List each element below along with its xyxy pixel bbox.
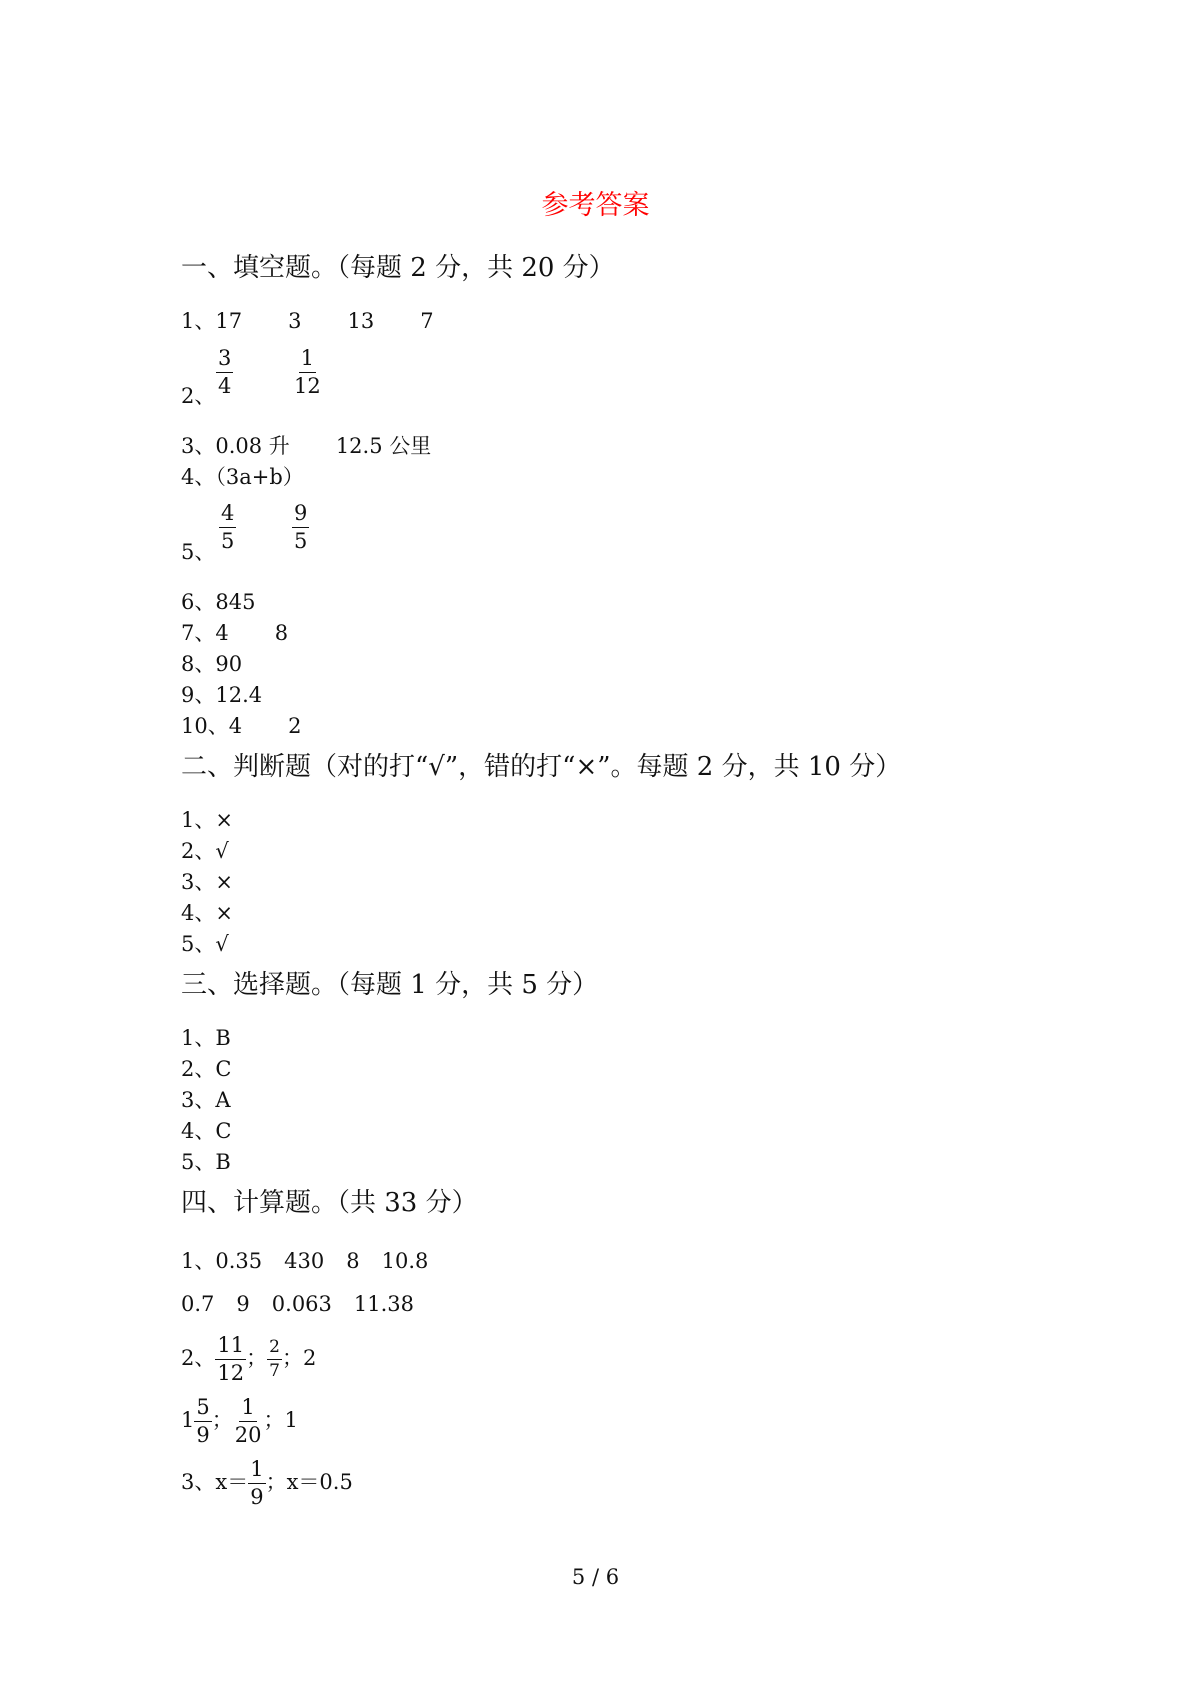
answer-line-choice: 3、A (181, 1088, 231, 1112)
answer-line-fill-5-label: 5、 (181, 540, 216, 564)
fraction: $\frac{3}{4}$ (218, 346, 232, 398)
answer-line-fill-6: 6、845 (181, 590, 256, 614)
section-heading-fill-blank: 一、填空题。（每题 2 分，共 20 分） (181, 253, 615, 283)
answer-line-fill-2-label: 2、 (181, 384, 216, 408)
answer-line-fill-1: 1、17 3 13 7 (181, 309, 434, 333)
answer-line-calc-2: 2、 $\frac{11}{12}$ ； $\frac{2}{7}$ ；2 (181, 1333, 317, 1385)
answer-line-choice: 2、C (181, 1057, 232, 1081)
answer-line-judge: 4、× (181, 901, 233, 925)
answer-line-choice: 1、B (181, 1026, 231, 1050)
fraction: $\frac{9}{5}$ (294, 501, 308, 553)
answer-line-choice: 5、B (181, 1150, 231, 1174)
answer-line-choice: 4、C (181, 1119, 232, 1143)
answer-line-fill-10: 10、4 2 (181, 714, 302, 738)
answer-line-calc-1: 1、0.35 430 8 10.8 (181, 1249, 429, 1273)
answer-line-judge: 5、√ (181, 932, 229, 956)
answer-line-calc-1b: 0.7 9 0.063 11.38 (181, 1292, 415, 1316)
answer-line-fill-7: 7、4 8 (181, 621, 289, 645)
section-heading-calculation: 四、计算题。（共 33 分） (181, 1188, 478, 1218)
answer-line-fill-8: 8、90 (181, 652, 243, 676)
fraction: $\frac{1}{12}$ (294, 346, 321, 398)
answer-line-calc-3: 3、x＝ $\frac{1}{9}$ ；x＝0.5 (181, 1457, 353, 1509)
answer-line-fill-3: 3、0.08 升 12.5 公里 (181, 434, 432, 458)
answer-line-calc-2b: 1 $\frac{5}{9}$ ； $\frac{1}{20}$ ；1 (181, 1395, 298, 1447)
answer-line-fill-9: 9、12.4 (181, 683, 263, 707)
answer-line-judge: 3、× (181, 870, 233, 894)
answer-line-judge: 1、× (181, 808, 233, 832)
answer-line-fill-4: 4、（3a+b） (181, 465, 304, 489)
section-heading-true-false: 二、判断题（对的打“√”，错的打“×”。每题 2 分，共 10 分） (181, 752, 902, 782)
page-title: 参考答案 (541, 190, 650, 221)
section-heading-choice: 三、选择题。（每题 1 分，共 5 分） (181, 970, 599, 1000)
fraction: $\frac{4}{5}$ (221, 501, 235, 553)
answer-line-judge: 2、√ (181, 839, 229, 863)
page-number: 5 / 6 (571, 1565, 620, 1589)
